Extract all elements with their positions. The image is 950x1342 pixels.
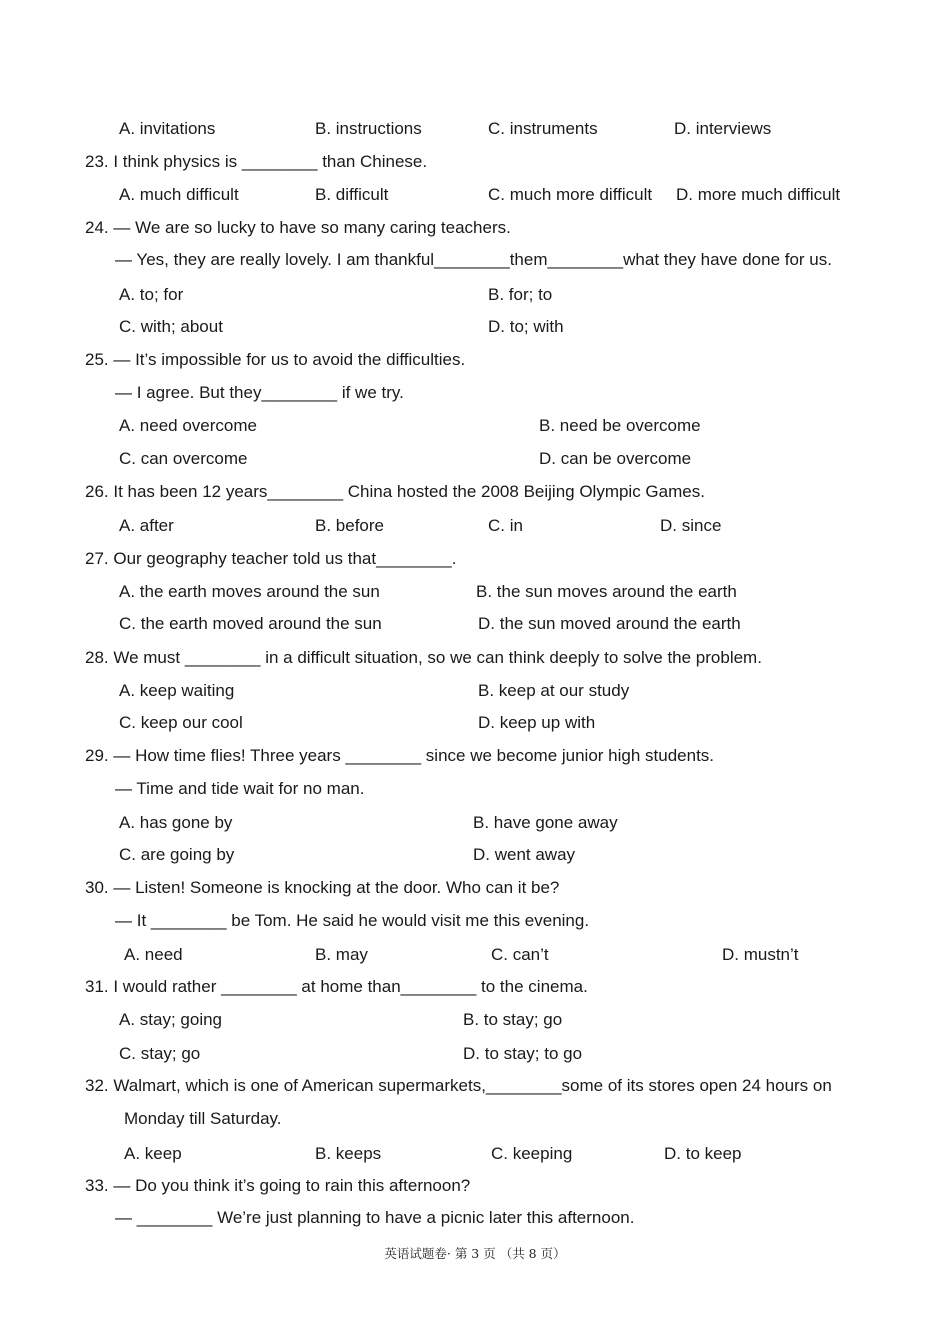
- q22-option-b: B. instructions: [315, 119, 422, 138]
- q23-option-a: A. much difficult: [119, 185, 239, 204]
- q23-stem: 23. I think physics is ________ than Chinese.: [85, 152, 428, 171]
- q30-reply: — It ________ be Tom. He said he would visit me this evening.: [115, 911, 590, 930]
- q29-option-c: C. are going by: [119, 845, 235, 864]
- q32-option-d: D. to keep: [664, 1144, 742, 1163]
- q28-option-c: C. keep our cool: [119, 713, 243, 732]
- q28-option-d: D. keep up with: [478, 713, 596, 732]
- q23-option-c: C. much more difficult: [488, 185, 653, 204]
- q29-stem: 29. — How time flies! Three years ________ since we become junior high students.: [85, 746, 715, 765]
- q22-option-d: D. interviews: [674, 119, 772, 138]
- q26-option-b: B. before: [315, 516, 384, 535]
- q29-reply: — Time and tide wait for no man.: [115, 779, 365, 798]
- q25-option-c: C. can overcome: [119, 449, 248, 468]
- q31-option-a: A. stay; going: [119, 1010, 223, 1029]
- q27-option-b: B. the sun moves around the earth: [476, 582, 737, 601]
- q27-option-d: D. the sun moved around the earth: [478, 614, 741, 633]
- q24-stem: 24. — We are so lucky to have so many caring teachers.: [85, 218, 511, 237]
- q33-reply: — ________ We’re just planning to have a picnic later this afternoon.: [115, 1208, 635, 1227]
- q30-option-a: A. need: [124, 945, 183, 964]
- q24-option-c: C. with; about: [119, 317, 223, 336]
- q32-stem: 32. Walmart, which is one of American supermarkets,________some of its stores open 24 hours on: [85, 1076, 832, 1095]
- q28-stem: 28. We must ________ in a difficult situation, so we can think deeply to solve the problem.: [85, 648, 762, 667]
- q24-option-b: B. for; to: [488, 285, 553, 304]
- q30-option-d: D. mustn’t: [722, 945, 799, 964]
- q27-option-c: C. the earth moved around the sun: [119, 614, 382, 633]
- q31-stem: 31. I would rather ________ at home than________ to the cinema.: [85, 977, 588, 996]
- q32-option-c: C. keeping: [491, 1144, 573, 1163]
- q24-option-d: D. to; with: [488, 317, 564, 336]
- q32-stem-continued: Monday till Saturday.: [124, 1109, 282, 1128]
- q32-option-a: A. keep: [124, 1144, 182, 1163]
- q24-option-a: A. to; for: [119, 285, 184, 304]
- q31-option-d: D. to stay; to go: [463, 1044, 583, 1063]
- q27-option-a: A. the earth moves around the sun: [119, 582, 380, 601]
- q25-option-d: D. can be overcome: [539, 449, 692, 468]
- q26-option-a: A. after: [119, 516, 174, 535]
- q28-option-b: B. keep at our study: [478, 681, 630, 700]
- q26-option-c: C. in: [488, 516, 523, 535]
- q22-option-a: A. invitations: [119, 119, 216, 138]
- q29-option-b: B. have gone away: [473, 813, 618, 832]
- page-footer: 英语试题卷· 第 3 页 （共 8 页）: [384, 1246, 566, 1261]
- q25-option-a: A. need overcome: [119, 416, 257, 435]
- q33-stem: 33. — Do you think it’s going to rain this afternoon?: [85, 1176, 471, 1195]
- q29-option-a: A. has gone by: [119, 813, 233, 832]
- q30-option-b: B. may: [315, 945, 368, 964]
- q29-option-d: D. went away: [473, 845, 576, 864]
- q31-option-b: B. to stay; go: [463, 1010, 563, 1029]
- q24-reply: — Yes, they are really lovely. I am thankful________them________what they have done for us.: [115, 250, 832, 269]
- q23-option-b: B. difficult: [315, 185, 389, 204]
- q23-option-d: D. more much difficult: [676, 185, 841, 204]
- q25-stem: 25. — It’s impossible for us to avoid the difficulties.: [85, 350, 466, 369]
- q25-option-b: B. need be overcome: [539, 416, 701, 435]
- q28-option-a: A. keep waiting: [119, 681, 235, 700]
- q25-reply: — I agree. But they________ if we try.: [115, 383, 404, 402]
- q22-option-c: C. instruments: [488, 119, 598, 138]
- q26-stem: 26. It has been 12 years________ China hosted the 2008 Beijing Olympic Games.: [85, 482, 705, 501]
- q30-stem: 30. — Listen! Someone is knocking at the door. Who can it be?: [85, 878, 560, 897]
- q30-option-c: C. can’t: [491, 945, 549, 964]
- q26-option-d: D. since: [660, 516, 722, 535]
- q31-option-c: C. stay; go: [119, 1044, 201, 1063]
- q27-stem: 27. Our geography teacher told us that________.: [85, 549, 457, 568]
- q32-option-b: B. keeps: [315, 1144, 382, 1163]
